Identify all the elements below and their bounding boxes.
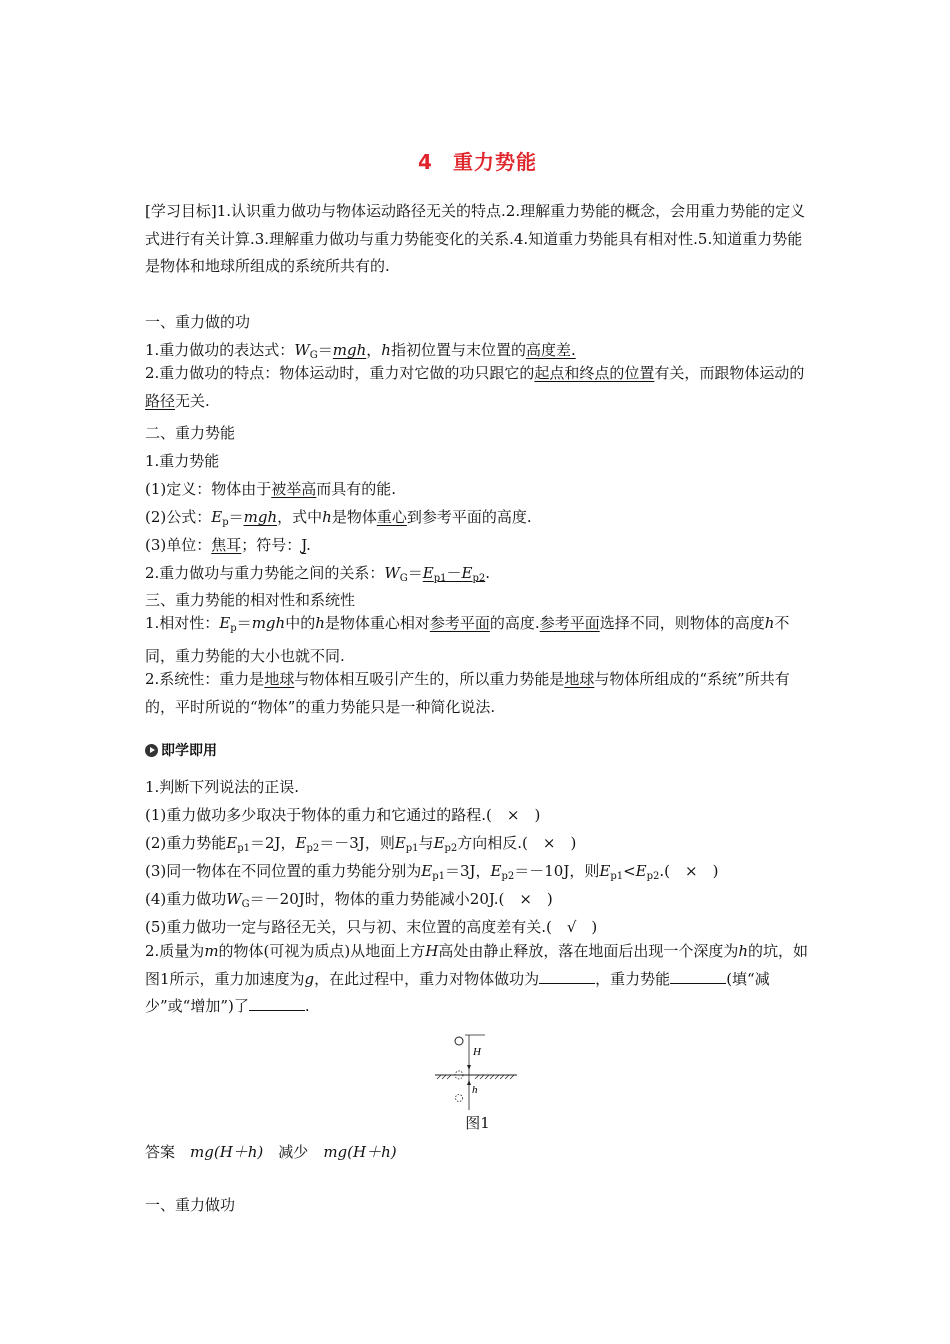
s2-formula: (2)公式：$E_p=mgh$，式中h是物体重心到参考平面的高度.: [145, 508, 532, 528]
answer-height-diff: 高度差.: [525, 341, 576, 359]
blank-work[interactable]: [539, 971, 595, 984]
ground-hatching: [437, 1075, 514, 1079]
objectives-text: 1.认识重力做功与物体运动路径无关的特点.2.理解重力势能的概念，会用重力势能的定义式进行有关计算.3.理解重力做功与重力势能变化的关系.4.知道重力势能具有相对性.5.知道重力势能是物体和地球所组成的系统所共有的.: [145, 202, 806, 275]
next-section-heading: 一、重力做功: [145, 1196, 236, 1214]
s1-line-2: 2.重力做功的特点：物体运动时，重力对它做的功只跟它的起点和终点的位置有关，而跟物体运动的路径无关.: [145, 364, 805, 410]
ball-pit: [456, 1095, 463, 1102]
page-title: [145, 146, 810, 175]
s3-system: 2.系统性：重力是地球与物体相互吸引产生的，所以重力势能是地球与物体所组成的“系统”所共有的，平时所说的“物体”的重力势能只是一种简化说法.: [145, 670, 790, 716]
q2: 2.质量为m的物体(可视为质点)从地面上方H高处由静止释放，落在地面后出现一个深度为h的坑，如图1所示，重力加速度为g，在此过程中，重力对物体做功为 ，重力势能 (填“减少”或“增加”)了 .: [145, 942, 809, 1015]
q1-item-1: (1)重力做功多少取决于物体的重力和它通过的路程.( × ): [145, 806, 541, 824]
s1-line-1: 1.重力做功的表达式：$W_G=mgh$，h指初位置与末位置的高度差.: [145, 341, 576, 361]
section-2-heading: 二、重力势能: [145, 424, 236, 442]
arrow-h-up: [467, 1080, 471, 1085]
arrow-h-down: [467, 1065, 471, 1070]
q1-item-4: (4)重力做功$W_G=-20J$时，物体的重力势能减小20J.( × ): [145, 890, 553, 910]
s2-definition: (1)定义：物体由于被举高而具有的能.: [145, 480, 397, 498]
practice-heading: 即学即用: [145, 740, 217, 760]
q1-item-5: (5)重力做功一定与路径无关，只与初、末位置的高度差有关.( √ ): [145, 918, 598, 936]
blank-change[interactable]: [670, 971, 726, 984]
label-h: h: [472, 1084, 478, 1096]
learning-objectives: [145, 198, 810, 281]
s3-relativity: 1.相对性：$E_p=mgh$中的h是物体重心相对参考平面的高度.参考平面选择不同，则物体的高度h不同，重力势能的大小也就不同.: [145, 614, 790, 665]
s2-relation: 2.重力做功与重力势能之间的关系：$W_G=E_{p1}-E_{p2}$.: [145, 564, 490, 584]
figure-1-caption: 图1: [465, 1114, 490, 1132]
s2-sub-1: 1.重力势能: [145, 452, 220, 470]
play-icon: [145, 744, 158, 757]
title-text: 重力势能: [452, 150, 537, 174]
q1-item-2: (2)重力势能$E_{p1}=2J$，$E_{p2}=-3J$，则$E_{p1}$与$E_{p2}$方向相反.( × ): [145, 834, 577, 854]
title-number: 4: [418, 150, 433, 174]
section-3-heading: 三、重力势能的相对性和系统性: [145, 591, 356, 609]
answer-line: 答案 mg(H＋h) 减少 mg(H＋h): [145, 1143, 397, 1161]
ball-initial: [455, 1037, 463, 1045]
label-H: H: [473, 1046, 481, 1058]
objectives-label: [学习目标]: [145, 202, 217, 220]
section-1-heading: 一、重力做的功: [145, 313, 251, 331]
q1: 1.判断下列说法的正误.: [145, 778, 300, 796]
s2-unit: (3)单位：焦耳；符号：J.: [145, 536, 311, 554]
blank-amount[interactable]: [249, 998, 305, 1011]
figure-1-diagram: [435, 1032, 525, 1112]
q1-item-3: (3)同一物体在不同位置的重力势能分别为$E_{p1}=3J$，$E_{p2}=-10J$，则$E_{p1}<E_{p2}$.( × ): [145, 862, 719, 882]
